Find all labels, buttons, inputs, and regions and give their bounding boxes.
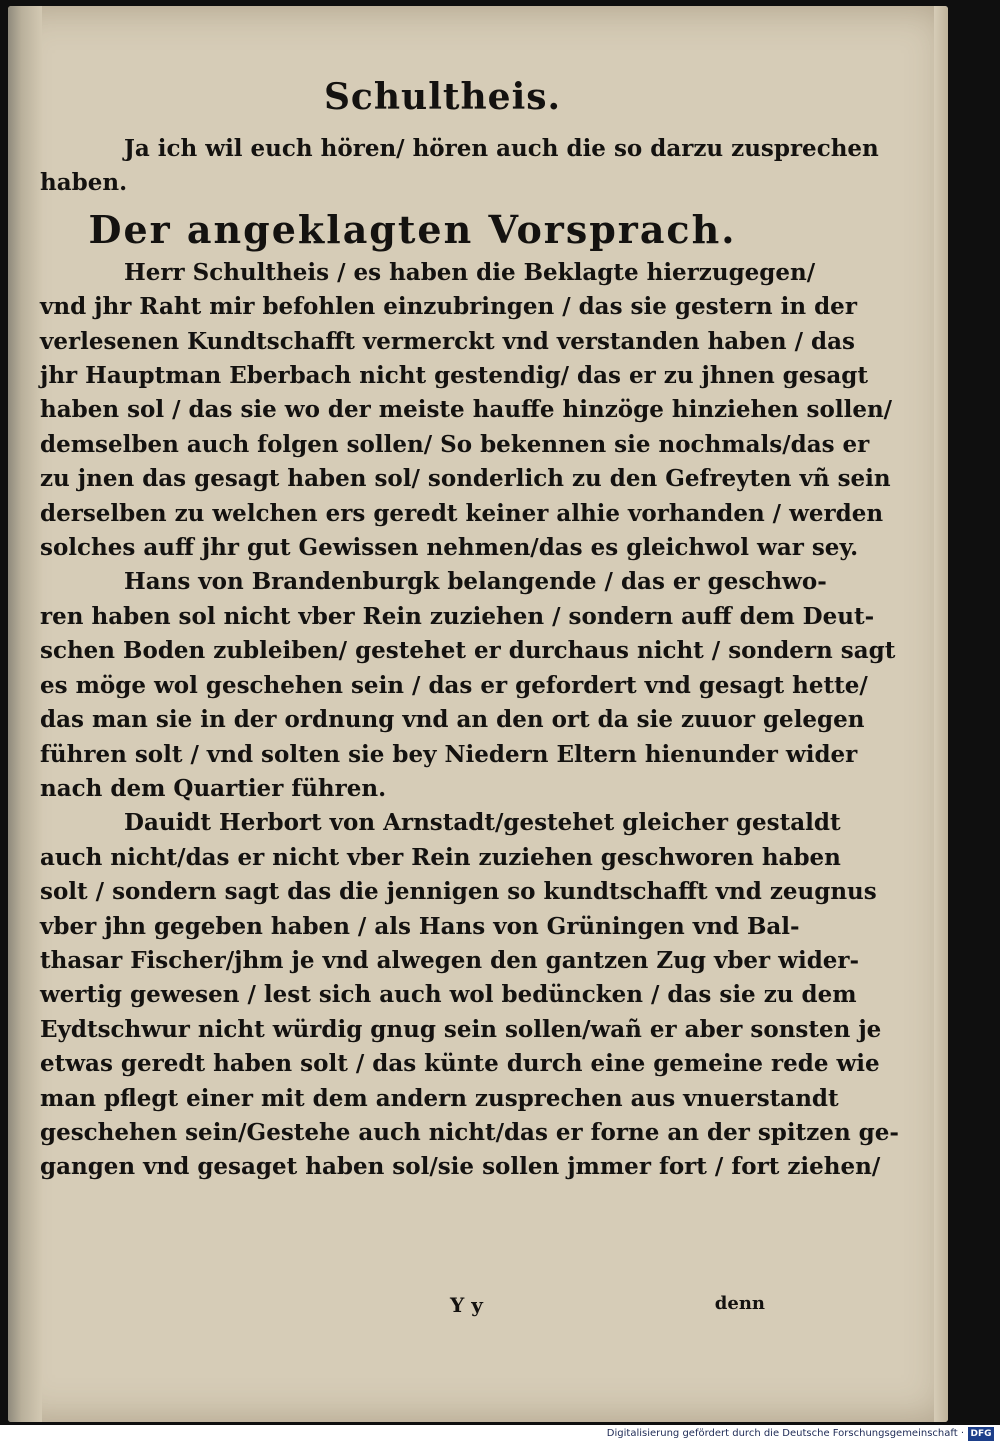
text-line: haben sol / das sie wo der meiste hauffe hinzöge hinziehen sollen/ (40, 396, 893, 424)
text-line: verlesenen Kundtschafft vermerckt vnd verstanden haben / das (40, 327, 855, 355)
text-line: jhr Hauptman Eberbach nicht gestendig/ das er zu jhnen gesagt (40, 362, 868, 390)
text-line: solches auff jhr gut Gewissen nehmen/das es gleichwol war sey. (40, 534, 859, 562)
text-line: vber jhn gegeben haben / als Hans von Grüningen vnd Bal- (40, 912, 800, 940)
text-line: gangen vnd gesaget haben sol/sie sollen jmmer fort / fort ziehen/ (40, 1153, 881, 1181)
text-line: ren haben sol nicht vber Rein zuziehen / sondern auff dem Deut- (40, 602, 875, 630)
text-line: es möge wol geschehen sein / das er gefordert vnd gesagt hette/ (40, 671, 868, 699)
intro-paragraph (40, 132, 879, 201)
page-edge (934, 6, 948, 1422)
text-line: auch nicht/das er nicht vber Rein zuziehen geschworen haben (40, 843, 841, 871)
text-line: demselben auch folgen sollen/ So bekennen sie nochmals/das er (40, 430, 870, 458)
paragraph-1 (40, 256, 893, 566)
section-title: Der angeklagten Vorsprach. (88, 206, 737, 252)
text-line: man pflegt einer mit dem andern zusprechen aus vnuerstandt (40, 1084, 839, 1112)
text-line: geschehen sein/Gestehe auch nicht/das er forne an der spitzen ge- (40, 1118, 899, 1146)
text-line: etwas geredt haben solt / das künte durch eine gemeine rede wie (40, 1050, 880, 1078)
credit-bar (0, 1425, 1000, 1444)
text-line: wertig gewesen / lest sich auch wol bedüncken / das sie zu dem (40, 981, 857, 1009)
text-line: Herr Schultheis / es haben die Beklagte hierzugegen/ (124, 258, 816, 286)
text-line: schen Boden zubleiben/ gestehet er durchaus nicht / sondern sagt (40, 637, 896, 665)
signature-mark: Y y (450, 1293, 483, 1317)
page-footer (40, 1293, 785, 1329)
running-head: Schultheis. (323, 76, 562, 118)
credit-text: Digitalisierung gefördert durch die Deutsche Forschungsgemeinschaft · (606, 1428, 964, 1439)
text-line: nach dem Quartier führen. (40, 774, 387, 802)
text-line: thasar Fischer/jhm je vnd alwegen den gantzen Zug vber wider- (40, 946, 860, 974)
text-line: Eydtschwur nicht würdig gnug sein sollen/wañ er aber sonsten je (40, 1015, 882, 1043)
text-line: derselben zu welchen ers geredt keiner alhie vorhanden / werden (40, 499, 884, 527)
text-line: solt / sondern sagt das die jennigen so kundtschafft vnd zeugnus (40, 878, 877, 906)
page-spine-shadow (8, 6, 42, 1422)
text-line: führen solt / vnd solten sie bey Niedern Eltern hienunder wider (40, 740, 858, 768)
text-line: vnd jhr Raht mir befohlen einzubringen / das sie gestern in der (40, 293, 857, 321)
page-text (40, 76, 899, 1317)
text-line: Dauidt Herbort von Arnstadt/gestehet gleicher gestaldt (124, 809, 841, 837)
text-line: haben. (40, 169, 128, 197)
paragraph-3 (40, 806, 899, 1184)
text-line: zu jnen das gesagt haben sol/ sonderlich zu den Gefreyten vñ sein (40, 465, 891, 493)
text-line: Ja ich wil euch hören/ hören auch die so darzu zusprechen (124, 135, 879, 162)
paragraph-2 (40, 565, 896, 806)
dfg-logo: DFG (968, 1427, 994, 1441)
catchword: denn (714, 1293, 765, 1314)
text-line: Hans von Brandenburgk belangende / das er geschwo- (124, 568, 827, 596)
text-line: das man sie in der ordnung vnd an den ort da sie zuuor gelegen (40, 706, 865, 734)
book-page (8, 6, 948, 1422)
